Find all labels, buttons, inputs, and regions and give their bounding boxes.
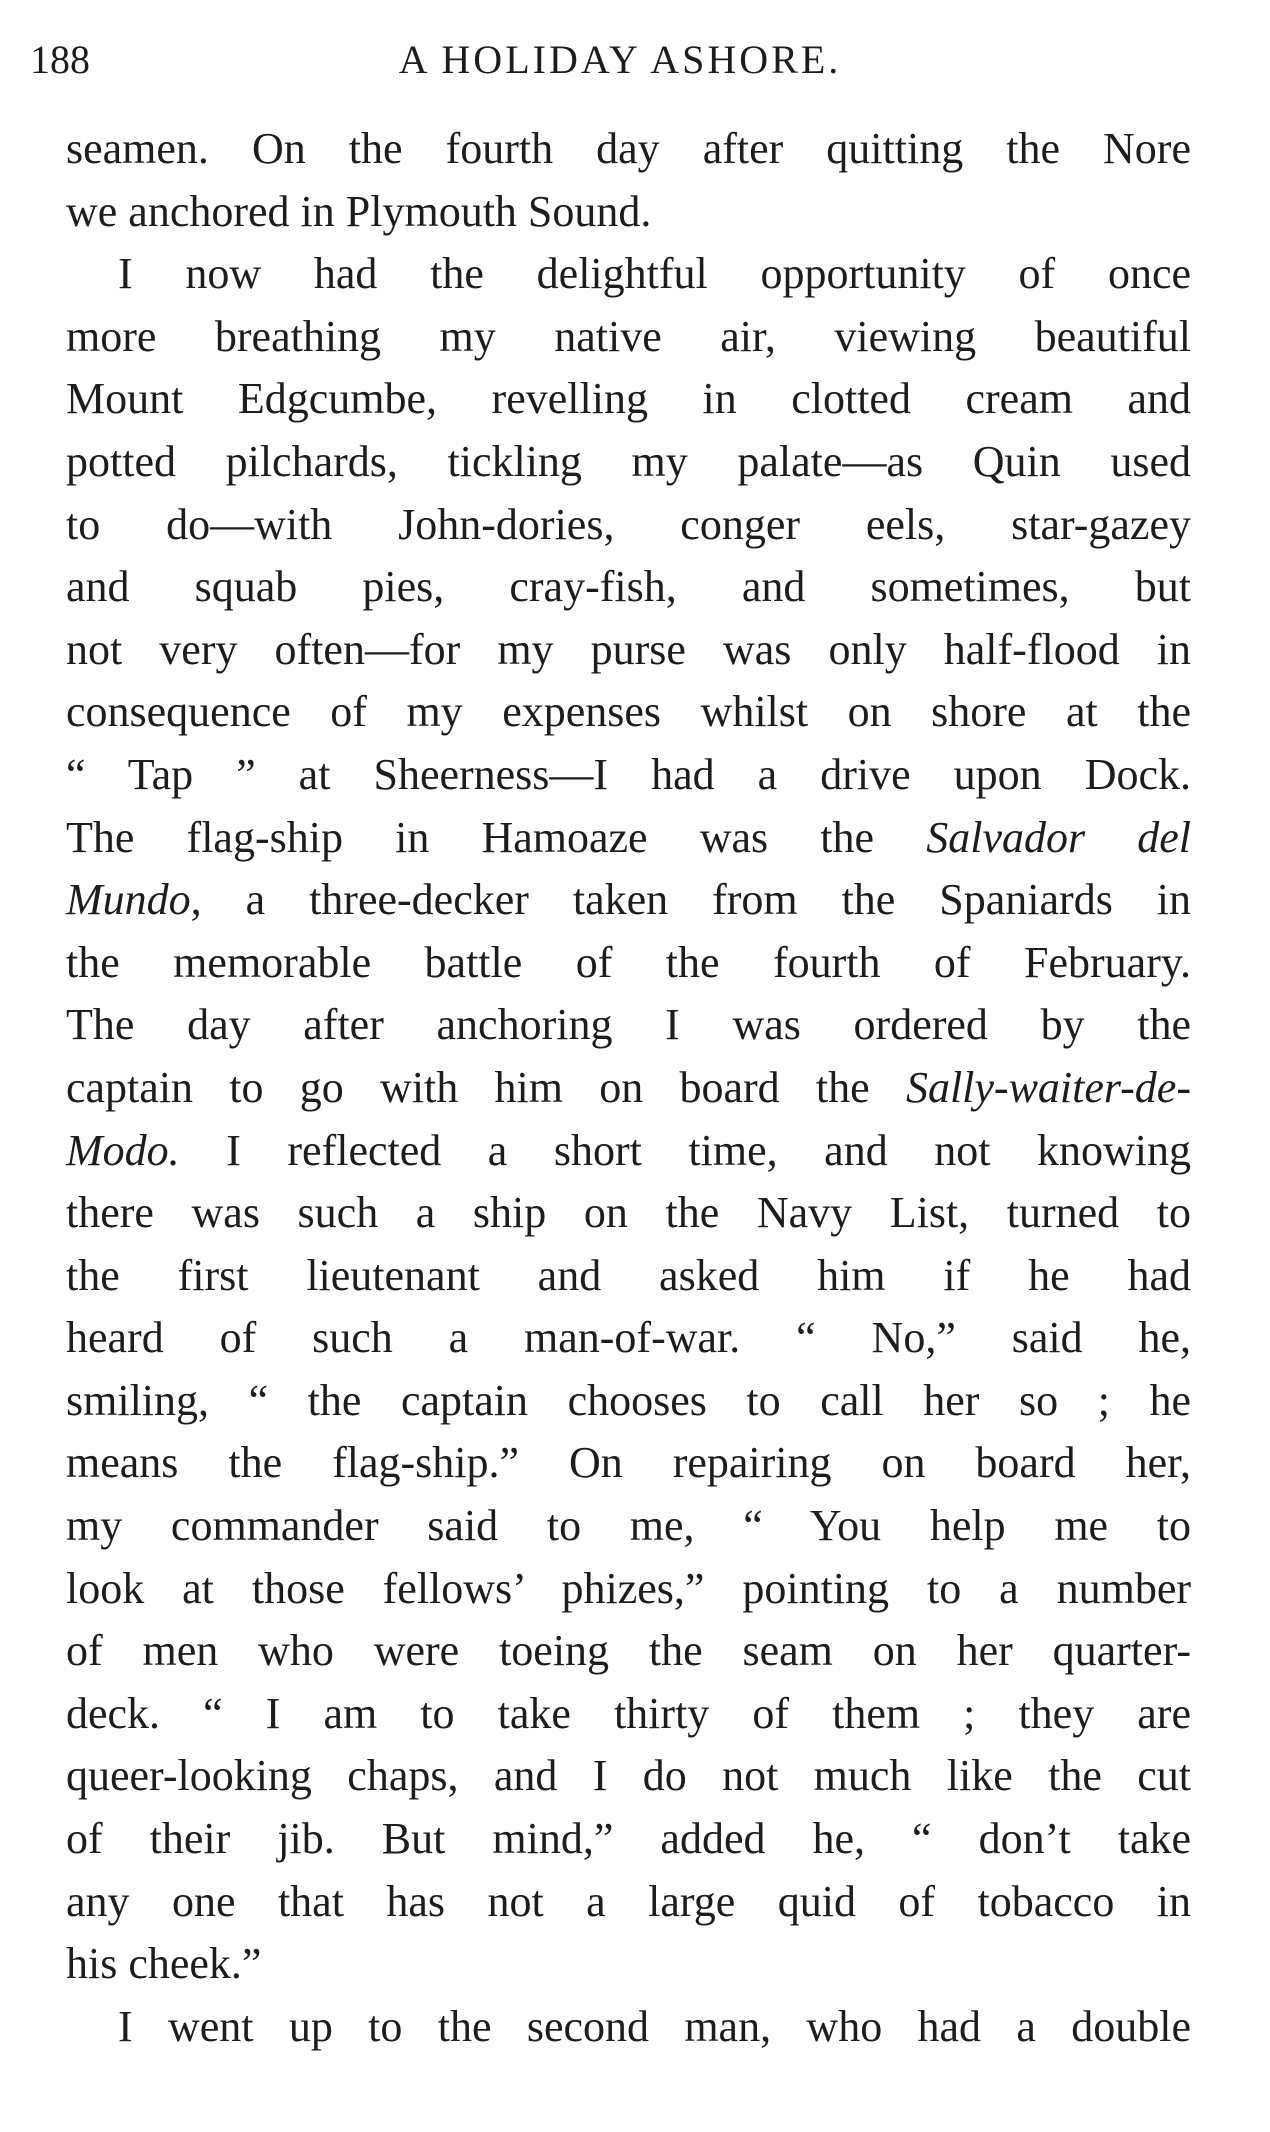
italic-ship-name: Salvador del [926, 812, 1191, 862]
text-line: more breathing my native air, viewing beautiful [66, 311, 1191, 361]
text-line: my commander said to me, “ You help me to [66, 1501, 1191, 1551]
page-number: 188 [30, 37, 90, 82]
text-line: the memorable battle of the fourth of February. [66, 937, 1191, 987]
text-line: “ Tap ” at Sheerness—I had a drive upon Dock. [66, 749, 1191, 799]
text-line: consequence of my expenses whilst on shore at the [66, 687, 1191, 737]
text-line: to do—with John-dories, conger eels, star-gazey [66, 499, 1191, 549]
text-line: the first lieutenant and asked him if he had [66, 1250, 1191, 1300]
text-line: any one that has not a large quid of tobacco in [66, 1876, 1191, 1926]
text-line: The flag-ship in Hamoaze was the Salvador del [66, 812, 1191, 862]
text-line: and squab pies, cray-fish, and sometimes, but [66, 562, 1191, 612]
text-line: means the flag-ship.” On repairing on board her, [66, 1438, 1191, 1488]
text-line: we anchored in Plymouth Sound. [66, 186, 652, 236]
text-line: seamen. On the fourth day after quitting the Nore [66, 124, 1191, 173]
text-line: captain to go with him on board the Sally-waiter-de- [66, 1062, 1191, 1112]
text-line: deck. “ I am to take thirty of them ; they are [66, 1688, 1191, 1738]
italic-ship-name: Modo. [66, 1125, 180, 1175]
text-line: of men who were toeing the seam on her quarter- [66, 1626, 1191, 1676]
text-line: heard of such a man-of-war. “ No,” said he, [66, 1313, 1191, 1363]
text-line: queer-looking chaps, and I do not much like the cut [66, 1751, 1191, 1801]
text-line: potted pilchards, tickling my palate—as Quin used [66, 436, 1191, 486]
text-line: Modo. I reflected a short time, and not knowing [66, 1125, 1191, 1175]
running-head: A HOLIDAY ASHORE. [398, 37, 842, 82]
text-line: Mount Edgcumbe, revelling in clotted cream and [66, 374, 1191, 424]
text-line: smiling, “ the captain chooses to call her so ; he [66, 1375, 1191, 1425]
text-line: there was such a ship on the Navy List, turned to [66, 1188, 1191, 1238]
text-line: of their jib. But mind,” added he, “ don’t take [66, 1814, 1191, 1864]
page-header [30, 30, 1210, 90]
text-line: not very often—for my purse was only half-flood in [66, 624, 1191, 674]
text-line: look at those fellows’ phizes,” pointing to a number [66, 1563, 1191, 1613]
text-line: Mundo, a three-decker taken from the Spaniards in [66, 875, 1191, 925]
text-line: his cheek.” [66, 1939, 262, 1989]
text-line: I went up to the second man, who had a double [118, 2001, 1191, 2051]
body-text [66, 118, 1191, 2058]
text-line: I now had the delightful opportunity of once [118, 249, 1191, 299]
italic-ship-name: Mundo [66, 875, 191, 925]
text-line: The day after anchoring I was ordered by the [66, 1000, 1191, 1050]
italic-ship-name: Sally-waiter-de- [905, 1062, 1191, 1112]
